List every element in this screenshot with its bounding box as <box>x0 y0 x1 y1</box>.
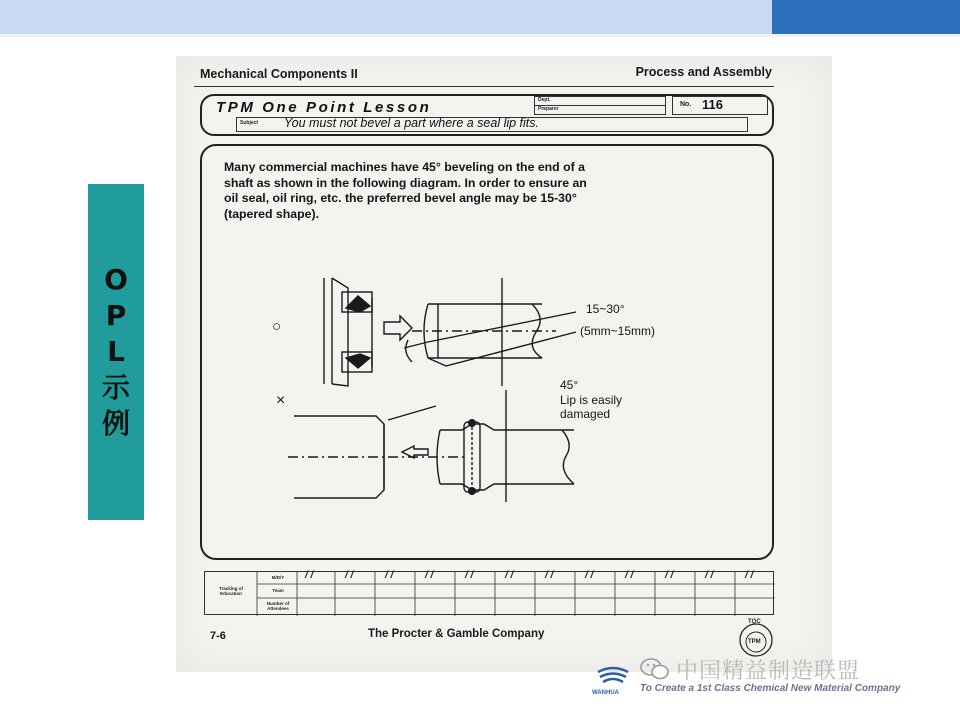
header-right: Process and Assembly <box>635 65 772 79</box>
bevel-angle-label: 45° <box>560 378 579 392</box>
page-number: 7-6 <box>210 630 226 642</box>
paragraph-line: (tapered shape). <box>224 206 319 221</box>
good-marker: ○ <box>272 318 282 335</box>
side-label-char: P <box>105 299 127 332</box>
date-mark: / / <box>625 570 634 581</box>
wanhua-brand: WANHUA <box>592 690 619 696</box>
tracking-row-label: M/D/Y <box>271 575 285 580</box>
lesson-title: TPM One Point Lesson <box>216 99 432 116</box>
top-banner <box>0 0 772 34</box>
subject-label: Subject <box>240 120 259 126</box>
subject-text: You must not bevel a part where a seal lip fits. <box>284 116 539 130</box>
date-mark: / / <box>305 570 314 581</box>
date-mark: / / <box>505 570 514 581</box>
stamp-bottom-text: TPM <box>748 639 761 645</box>
education-tracking-table <box>204 571 774 615</box>
date-mark: / / <box>745 570 754 581</box>
lesson-number: 116 <box>702 97 723 112</box>
date-mark: / / <box>345 570 354 581</box>
tracking-row-label: Team <box>272 588 284 593</box>
side-label-char: L <box>107 335 125 368</box>
warning-line: damaged <box>560 407 611 421</box>
date-mark: / / <box>665 570 674 581</box>
side-label-char: 例 <box>101 407 130 440</box>
opl-example-label <box>88 184 144 520</box>
date-mark: / / <box>385 570 394 581</box>
wanhua-tagline: To Create a 1st Class Chemical New Material Company <box>640 683 901 694</box>
side-label-char: O <box>104 263 128 296</box>
paragraph-line: shaft as shown in the following diagram. In order to ensure an <box>224 175 587 190</box>
date-mark: / / <box>585 570 594 581</box>
opl-document-scan <box>176 56 832 672</box>
paragraph-line: Many commercial machines have 45° beveling on the end of a <box>224 160 585 174</box>
length-label: (5mm~15mm) <box>580 324 656 338</box>
date-mark: / / <box>545 570 554 581</box>
wechat-icon <box>640 657 670 686</box>
wanhua-logo-icon <box>596 666 630 692</box>
company-name: The Procter & Gamble Company <box>368 628 545 640</box>
header-left: Mechanical Components II <box>200 67 358 81</box>
top-banner-accent <box>772 0 960 34</box>
preparer-label: Preparer <box>538 106 559 112</box>
stamp-top-text: TQC <box>748 619 761 625</box>
date-mark: / / <box>425 570 434 581</box>
watermark-overlay-text: 中国精益制造联盟 <box>676 659 861 684</box>
number-label: No. <box>680 101 692 108</box>
warning-line: Lip is easily <box>560 393 623 407</box>
tracking-row-label: Number of Attendees <box>266 601 290 611</box>
date-mark: / / <box>705 570 714 581</box>
side-label-char: 示 <box>101 371 130 404</box>
angle-label: 15~30° <box>586 302 625 316</box>
date-mark: / / <box>465 570 474 581</box>
paragraph-line: oil seal, oil ring, etc. the preferred bevel angle may be 15-30° <box>224 191 577 205</box>
bad-marker: × <box>276 392 286 409</box>
tqc-tpm-stamp <box>736 618 776 658</box>
dept-label: Dept. <box>538 97 551 103</box>
top-banner-divider <box>0 34 960 37</box>
tracking-section-label: Tracking of Education <box>218 586 243 596</box>
